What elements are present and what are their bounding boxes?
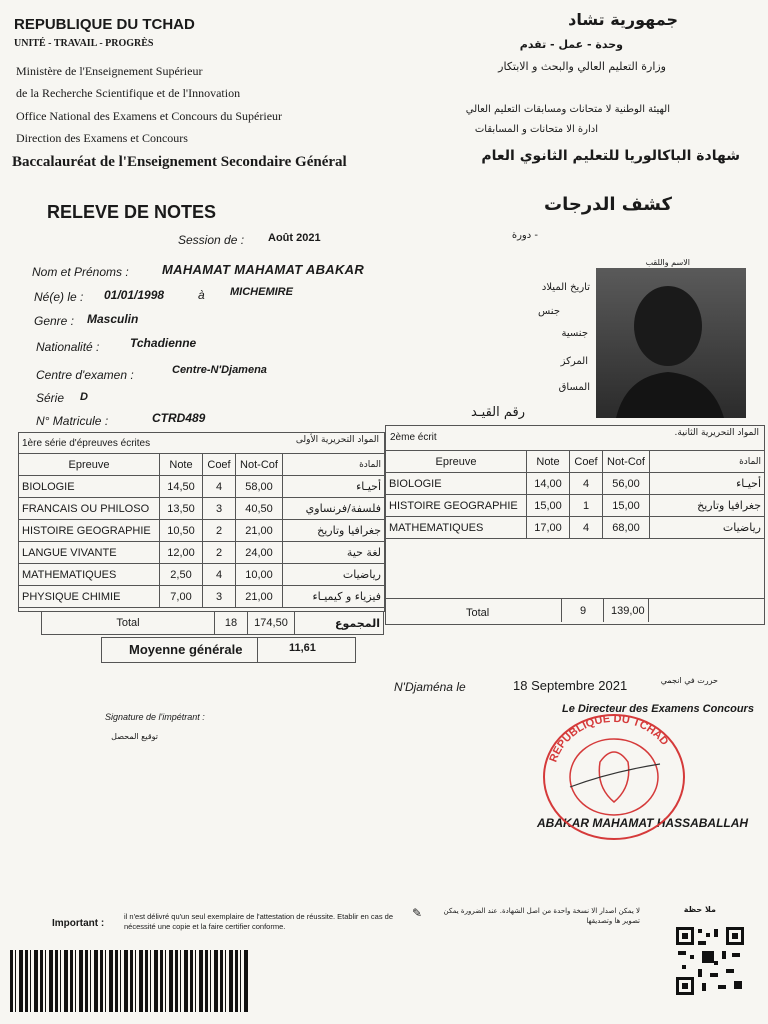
svg-text:REPUBLIQUE DU TCHAD: REPUBLIQUE DU TCHAD (547, 712, 671, 764)
director-title: Le Directeur des Examens Concours (562, 703, 754, 715)
table1-caption-ar: المواد التحريرية الأولى (295, 435, 379, 445)
not-cof: 10,00 (236, 564, 283, 586)
subject-ar: أحيـاء (650, 473, 765, 495)
nationality-value: Tchadienne (130, 336, 197, 350)
title-fr: RELEVE DE NOTES (47, 202, 217, 222)
footer-ar-label: ملا حظة (683, 905, 716, 914)
center-label: Centre d'examen : (36, 368, 134, 382)
subject-ar: جغرافيا وتاريخ (650, 495, 765, 517)
epreuve: MATHEMATIQUES (19, 564, 160, 586)
col-note: Note (160, 454, 203, 476)
note: 7,00 (160, 586, 203, 608)
country-ar: جمهورية تشاد (568, 10, 678, 29)
session-ar: - دورة (511, 230, 538, 241)
not-cof: 68,00 (603, 517, 650, 539)
footer-ar-text: لا يمكن اصدار الا نسخة واحدة من اصل الشهادة. عند الضرورة يمكن تصوير ها وتصديقها (443, 907, 640, 925)
total-coef: 18 (215, 612, 248, 635)
col-coef: Coef (570, 451, 603, 473)
epreuve: HISTOIRE GEOGRAPHIE (386, 495, 527, 517)
table-row (19, 542, 385, 564)
name-label: Nom et Prénoms : (32, 265, 129, 279)
coef: 3 (203, 586, 236, 608)
col-coef: Coef (203, 454, 236, 476)
table2-total-divider-2 (603, 598, 604, 622)
born-label-ar: تاريخ الميلاد (541, 282, 590, 293)
table2-total-divider-3 (648, 598, 649, 622)
office-ar: الهيئة الوطنية لا متحانات ومسابقات التعليم العالي (465, 104, 670, 115)
serie-label: Série (36, 391, 65, 405)
table2-total-divider-1 (561, 598, 562, 622)
subject-ar: أحيـاء (283, 476, 385, 498)
epreuve: FRANCAIS OU PHILOSO (19, 498, 160, 520)
total-row (42, 612, 384, 635)
average-value: 11,61 (289, 642, 316, 654)
session-value: Août 2021 (268, 232, 321, 244)
table1 (18, 453, 385, 608)
ministry-ar: وزارة التعليم العالي والبحث و الابتكار (498, 60, 666, 73)
session-label: Session de : (178, 233, 245, 247)
total-points: 174,50 (248, 612, 295, 635)
candidate-name: MAHAMAT MAHAMAT ABAKAR (162, 262, 365, 277)
table-row (386, 517, 765, 539)
not-cof: 58,00 (236, 476, 283, 498)
coef: 4 (203, 476, 236, 498)
not-cof: 15,00 (603, 495, 650, 517)
track-label-ar: المساق (558, 382, 590, 393)
not-cof: 40,50 (236, 498, 283, 520)
epreuve: PHYSIQUE CHIMIE (19, 586, 160, 608)
born-label: Né(e) le : (34, 290, 84, 304)
coef: 2 (203, 542, 236, 564)
direction-ar: ادارة الا متحانات و المسابقات (474, 124, 598, 135)
director-name: ABAKAR MAHAMAT HASSABALLAH (537, 816, 749, 830)
col-subject-ar: المادة (283, 454, 385, 476)
table2-total-coef: 9 (580, 605, 587, 617)
col-notcof: Not-Cof (236, 454, 283, 476)
table-row (386, 495, 765, 517)
epreuve: BIOLOGIE (19, 476, 160, 498)
matricule-label-ar: رقم القيـد (471, 405, 525, 420)
table2-caption-fr: 2ème écrit (390, 432, 437, 443)
candidate-signature-label: Signature de l'impétrant : (105, 712, 205, 722)
table2-total-line (386, 598, 764, 599)
note: 17,00 (527, 517, 570, 539)
not-cof: 21,00 (236, 586, 283, 608)
table-row (19, 498, 385, 520)
epreuve: BIOLOGIE (386, 473, 527, 495)
table2-caption-ar: المواد التحريرية الثانية. (674, 428, 759, 438)
qr-code (674, 925, 746, 997)
candidate-photo (596, 268, 746, 418)
table-header-row (386, 451, 765, 473)
average-box (101, 637, 356, 663)
coef: 4 (570, 517, 603, 539)
gender-label: Genre : (34, 314, 75, 328)
total-label-ar: المجموع (295, 612, 384, 635)
subject-ar: لغة حية (283, 542, 385, 564)
table-row (19, 564, 385, 586)
table2-total-label: Total (466, 607, 490, 619)
ministry-line-1: Ministère de l'Enseignement Supérieur (16, 64, 203, 78)
note: 15,00 (527, 495, 570, 517)
table1-box (18, 432, 385, 612)
note: 2,50 (160, 564, 203, 586)
serie-value: D (80, 391, 88, 403)
table2-total-points: 139,00 (611, 605, 645, 617)
epreuve: HISTOIRE GEOGRAPHIE (19, 520, 160, 542)
epreuve: MATHEMATIQUES (386, 517, 527, 539)
subject-ar: رياضيات (283, 564, 385, 586)
feather-icon: ✎ (412, 906, 423, 920)
center-label-ar: المركز (560, 356, 588, 367)
coef: 2 (203, 520, 236, 542)
note: 14,00 (527, 473, 570, 495)
matricule-value: CTRD489 (152, 411, 206, 425)
table2-box (385, 425, 765, 625)
motto-fr: UNITÉ - TRAVAIL - PROGRÈS (14, 38, 154, 49)
coef: 4 (570, 473, 603, 495)
diploma-fr: Baccalauréat de l'Enseignement Secondaire Général (12, 154, 347, 170)
candidate-signature-ar: توقيع المحصل (111, 732, 158, 741)
col-epreuve: Epreuve (19, 454, 160, 476)
table1-caption-fr: 1ère série d'épreuves écrites (22, 438, 151, 449)
col-note: Note (527, 451, 570, 473)
nationality-label-ar: جنسية (561, 328, 588, 339)
diploma-ar: شهادة الباكالوريا للتعليم الثانوي العام (481, 148, 740, 164)
total-label: Total (42, 612, 215, 635)
note: 13,50 (160, 498, 203, 520)
table-header-row (19, 454, 385, 476)
nationality-label: Nationalité : (36, 340, 100, 354)
gender-label-ar: جنس (538, 306, 560, 317)
coef: 1 (570, 495, 603, 517)
not-cof: 24,00 (236, 542, 283, 564)
important-label: Important : (52, 918, 105, 929)
epreuve: LANGUE VIVANTE (19, 542, 160, 564)
table-row (386, 473, 765, 495)
barcode (10, 950, 250, 1012)
center-value: Centre-N'Djamena (172, 364, 267, 376)
country-fr: REPUBLIQUE DU TCHAD (14, 16, 195, 33)
name-label-ar: الاسم واللقب (645, 258, 690, 267)
gender-value: Masculin (87, 312, 139, 326)
office-name: Office National des Examens et Concours du Supérieur (16, 109, 283, 123)
motto-ar: وحدة - عمل - تقدم (519, 38, 623, 51)
matricule-label: N° Matricule : (36, 414, 109, 428)
col-subject-ar: المادة (650, 451, 765, 473)
not-cof: 21,00 (236, 520, 283, 542)
important-text: il n'est délivré qu'un seul exemplaire de l'attestation de réussite. Etablir en cas de nécessité une copie et la faire certifier conforme. (124, 912, 394, 931)
direction-name: Direction des Examens et Concours (16, 131, 188, 145)
table-row (19, 586, 385, 608)
subject-ar: رياضيات (650, 517, 765, 539)
subject-ar: فلسفة/فرنساوي (283, 498, 385, 520)
signing-date: 18 Septembre 2021 (513, 678, 628, 693)
not-cof: 56,00 (603, 473, 650, 495)
note: 12,00 (160, 542, 203, 564)
signing-ar: حررت في انجمي (660, 676, 718, 685)
born-place: MICHEMIRE (230, 286, 293, 298)
average-label: Moyenne générale (129, 642, 243, 657)
coef: 3 (203, 498, 236, 520)
col-epreuve: Epreuve (386, 451, 527, 473)
born-date: 01/01/1998 (104, 288, 165, 302)
col-notcof: Not-Cof (603, 451, 650, 473)
ministry-line-2: de la Recherche Scientifique et de l'Innovation (16, 86, 241, 100)
coef: 4 (203, 564, 236, 586)
subject-ar: جغرافيا وتاريخ (283, 520, 385, 542)
note: 10,50 (160, 520, 203, 542)
title-ar: كشف الدرجات (544, 194, 672, 215)
table-row (19, 476, 385, 498)
subject-ar: فيزياء و كيميـاء (283, 586, 385, 608)
born-at: à (198, 288, 205, 302)
table-row (19, 520, 385, 542)
note: 14,50 (160, 476, 203, 498)
signing-place: N'Djaména le (394, 680, 466, 694)
official-stamp (540, 712, 688, 842)
average-divider (257, 638, 258, 662)
table1-total (41, 611, 384, 635)
table2 (385, 450, 765, 539)
